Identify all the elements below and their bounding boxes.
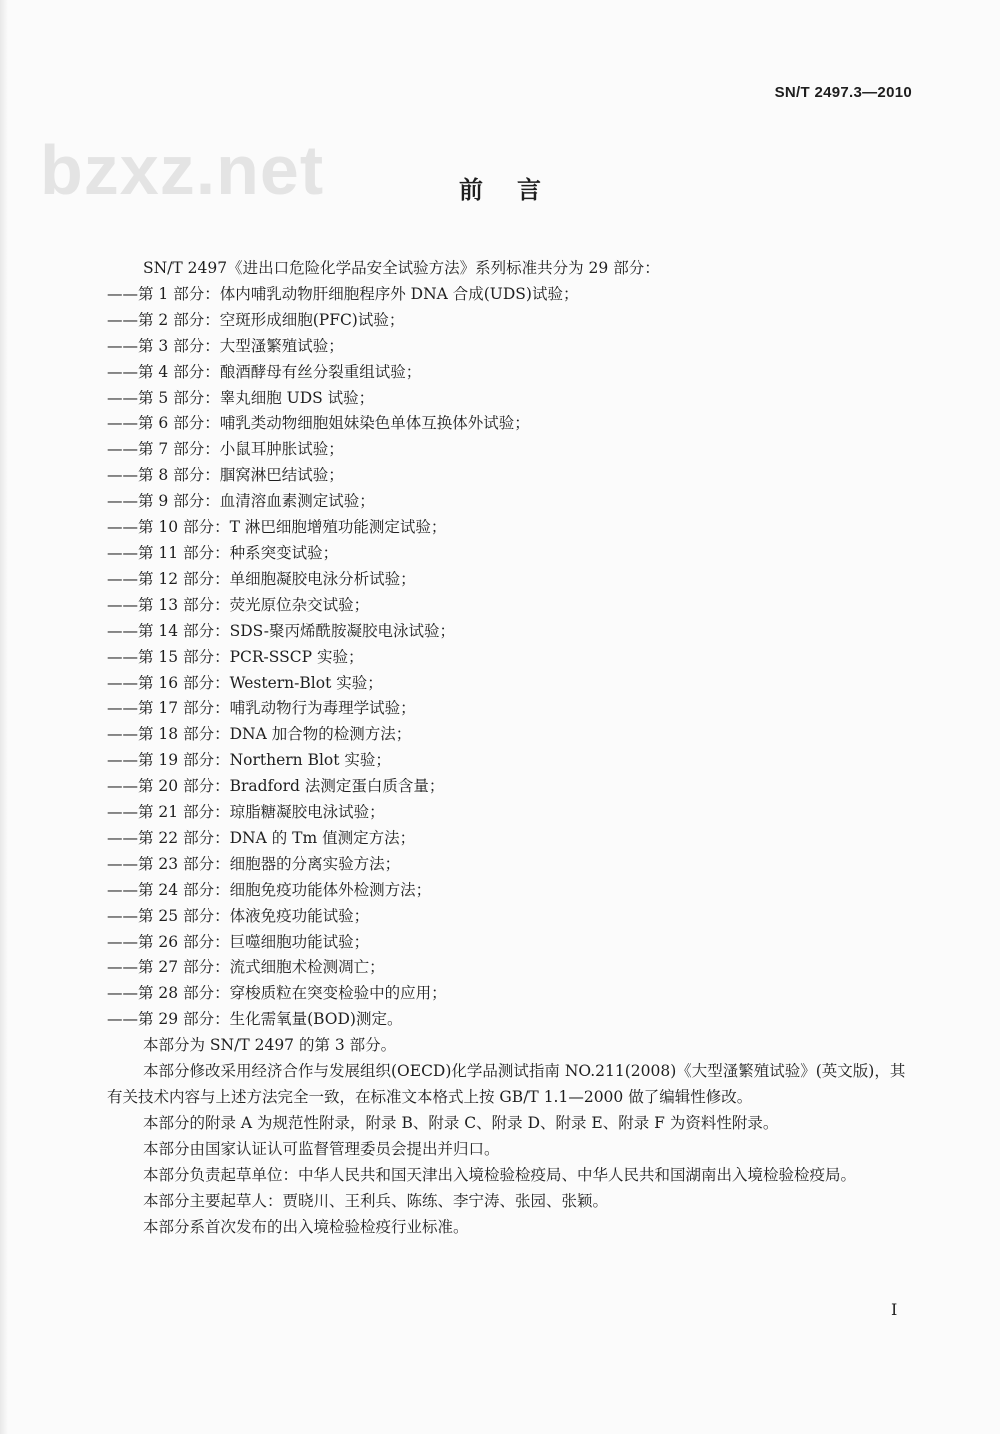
list-item: ——第 24 部分：细胞免疫功能体外检测方法； [107, 880, 432, 899]
list-item: ——第 25 部分：体液免疫功能试验； [107, 906, 370, 925]
paragraph: 本部分修改采用经济合作与发展组织(OECD)化学品测试指南 NO.211(2008)《大型溞繁殖试验》(英文版)，其有关技术内容与上述方法完全一致，在标准文本格式上按 GB/T 1.1—2000 做了编辑性修改。 [107, 1062, 906, 1106]
list-item: ——第 3 部分：大型溞繁殖试验； [107, 336, 344, 355]
list-item: ——第 20 部分：Bradford 法测定蛋白质含量； [107, 777, 445, 796]
list-item: ——第 12 部分：单细胞凝胶电泳分析试验； [107, 569, 416, 588]
scan-edge [0, 0, 8, 1434]
list-item: ——第 1 部分：体内哺乳动物肝细胞程序外 DNA 合成(UDS)试验； [107, 284, 579, 303]
paragraph: 本部分的附录 A 为规范性附录，附录 B、附录 C、附录 D、附录 E、附录 F 为资料性附录。 [143, 1113, 779, 1132]
page-title: 前言 [459, 175, 575, 204]
list-item: ——第 10 部分：T 淋巴细胞增殖功能测定试验； [107, 518, 447, 537]
paragraph: 本部分主要起草人：贾晓川、王利兵、陈练、李宁涛、张园、张颖。 [143, 1191, 609, 1210]
list-item: ——第 13 部分：荧光原位杂交试验； [107, 595, 370, 614]
watermark: bzxz.net [40, 131, 325, 209]
list-item: ——第 21 部分：琼脂糖凝胶电泳试验； [107, 803, 385, 822]
list-item: ——第 2 部分：空斑形成细胞(PFC)试验； [107, 310, 405, 329]
paragraph: 本部分负责起草单位：中华人民共和国天津出入境检验检疫局、中华人民共和国湖南出入境检验检疫局。 [143, 1165, 857, 1184]
list-item: ——第 28 部分：穿梭质粒在突变检验中的应用； [107, 984, 447, 1003]
foreword-body [107, 256, 912, 1240]
list-item: ——第 7 部分：小鼠耳肿胀试验； [107, 440, 344, 459]
page-number: I [891, 1300, 898, 1319]
list-item: ——第 6 部分：哺乳类动物细胞姐妹染色单体互换体外试验； [107, 414, 530, 433]
list-item: ——第 18 部分：DNA 加合物的检测方法； [107, 725, 412, 744]
list-item: ——第 26 部分：巨噬细胞功能试验； [107, 932, 370, 951]
paragraph: 本部分为 SN/T 2497 的第 3 部分。 [143, 1036, 397, 1055]
intro-paragraph: SN/T 2497《进出口危险化学品安全试验方法》系列标准共分为 29 部分： [143, 259, 660, 277]
paragraph: 本部分系首次发布的出入境检验检疫行业标准。 [143, 1217, 469, 1236]
list-item: ——第 4 部分：酿酒酵母有丝分裂重组试验； [107, 362, 422, 381]
list-item: ——第 14 部分：SDS-聚丙烯酰胺凝胶电泳试验； [107, 621, 456, 640]
document-code: SN/T 2497.3—2010 [774, 84, 912, 101]
list-item: ——第 27 部分：流式细胞术检测凋亡； [107, 958, 385, 977]
list-item: ——第 22 部分：DNA 的 Tm 值测定方法； [107, 828, 416, 847]
paragraphs [107, 1033, 912, 1240]
paragraph: 本部分由国家认证认可监督管理委员会提出并归口。 [143, 1139, 500, 1158]
list-item: ——第 16 部分：Western-Blot 实验； [107, 673, 383, 692]
list-item: ——第 23 部分：细胞器的分离实验方法； [107, 854, 401, 873]
list-item: ——第 5 部分：睾丸细胞 UDS 试验； [107, 388, 375, 407]
list-item: ——第 17 部分：哺乳动物行为毒理学试验； [107, 699, 416, 718]
list-item: ——第 19 部分：Northern Blot 实验； [107, 751, 391, 770]
list-item: ——第 9 部分：血清溶血素测定试验； [107, 492, 375, 511]
parts-list [107, 282, 912, 1033]
list-item: ——第 8 部分：腘窝淋巴结试验； [107, 466, 344, 485]
list-item: ——第 15 部分：PCR-SSCP 实验； [107, 647, 364, 666]
list-item: ——第 29 部分：生化需氧量(BOD)测定。 [107, 1010, 403, 1029]
list-item: ——第 11 部分：种系突变试验； [107, 543, 339, 562]
